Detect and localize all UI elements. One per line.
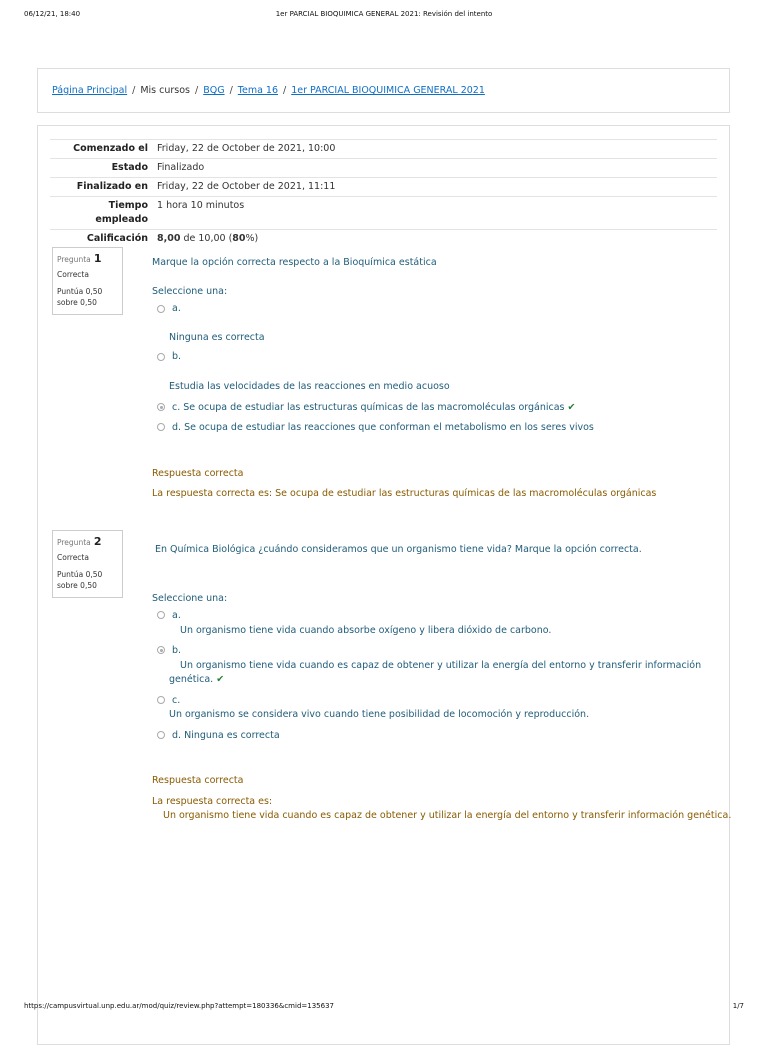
q1-option-d-text: Se ocupa de estudiar las reacciones que conforman el metabolismo en los seres vivos [184, 422, 594, 433]
breadcrumb-separator: / [195, 85, 199, 96]
grade-end: %) [245, 233, 259, 244]
summary-label: Calificación [86, 233, 148, 244]
q1-option-c-text: Se ocupa de estudiar las estructuras químicas de las macromoléculas orgánicas [183, 402, 565, 413]
summary-value [153, 230, 717, 249]
q2-option-c-text: Un organismo se considera vivo cuando tiene posibilidad de locomoción y reproducción. [169, 709, 590, 720]
breadcrumb-separator: / [229, 85, 233, 96]
question-1-prompt: Seleccione una: [152, 286, 228, 297]
question-grade [57, 569, 118, 591]
summary-row-finished [50, 178, 717, 197]
summary-value: 1 hora 10 minutos [157, 200, 245, 211]
print-header [0, 10, 768, 22]
q2-option-b-text-line1: Un organismo tiene vida cuando es capaz de obtener y utilizar la energía del entorno y transferir información [180, 660, 702, 671]
grade-score: 8,00 [157, 233, 181, 244]
q1-option-b-text: Estudia las velocidades de las reacciones en medio acuoso [169, 381, 450, 392]
print-url: https://campusvirtual.unp.edu.ar/mod/quiz/review.php?attempt=180336&cmid=135637 [24, 1002, 334, 1010]
breadcrumb-topic-link[interactable]: Tema 16 [237, 85, 278, 96]
question-label: Pregunta [57, 538, 91, 547]
q1-option-b-radio[interactable] [157, 353, 165, 361]
q1-option-a-text: Ninguna es correcta [169, 332, 265, 343]
q1-option-c-letter: c. [172, 402, 181, 413]
summary-label [50, 197, 153, 230]
summary-row-state [50, 159, 717, 178]
grade-line: sobre 0,50 [57, 581, 97, 590]
summary-label-line: empleado [95, 214, 148, 225]
question-2-info [52, 530, 123, 598]
print-page-number: 1/7 [732, 1002, 744, 1010]
question-2-prompt: Seleccione una: [152, 593, 228, 604]
q2-option-a-text: Un organismo tiene vida cuando absorbe oxígeno y libera dióxido de carbono. [180, 625, 552, 636]
q1-option-b-letter: b. [172, 351, 182, 362]
summary-label-line: Tiempo [108, 200, 148, 211]
summary-row-started [50, 140, 717, 159]
q1-option-c [172, 402, 576, 413]
q2-option-b-letter: b. [172, 645, 182, 656]
q1-option-c-radio[interactable] [157, 403, 165, 411]
attempt-summary-table [50, 139, 717, 248]
summary-label: Comenzado el [73, 143, 148, 154]
print-title: 1er PARCIAL BIOQUIMICA GENERAL 2021: Revisión del intento [275, 10, 493, 18]
q1-option-d-radio[interactable] [157, 423, 165, 431]
q2-right-answer-label: La respuesta correcta es: [152, 796, 273, 807]
q2-option-d-letter: d. [172, 730, 182, 741]
breadcrumb-home-link[interactable]: Página Principal [52, 85, 128, 96]
q1-option-a-radio[interactable] [157, 305, 165, 313]
breadcrumb-separator: / [132, 85, 136, 96]
question-1-info [52, 247, 123, 315]
q2-option-a-letter: a. [172, 610, 181, 621]
breadcrumb-quiz-link[interactable]: 1er PARCIAL BIOQUIMICA GENERAL 2021 [291, 85, 485, 96]
grade-percent: 80 [232, 233, 246, 244]
breadcrumb-my-courses: Mis cursos [140, 85, 191, 96]
breadcrumb-separator: / [283, 85, 287, 96]
breadcrumb-container [37, 68, 730, 113]
summary-label: Finalizado en [76, 181, 148, 192]
breadcrumb-course-link[interactable]: BQG [203, 85, 225, 96]
grade-line: sobre 0,50 [57, 298, 97, 307]
q2-option-d-radio[interactable] [157, 731, 165, 739]
question-state: Correcta [57, 553, 89, 562]
q1-option-d [172, 422, 594, 433]
summary-row-grade [50, 230, 717, 249]
q2-option-d [172, 730, 280, 741]
q2-option-c-letter: c. [172, 695, 181, 706]
question-grade [57, 286, 118, 308]
summary-row-time [50, 197, 717, 230]
q1-option-a-letter: a. [172, 303, 181, 314]
q2-option-c-radio[interactable] [157, 696, 165, 704]
q1-feedback: Respuesta correcta [152, 468, 244, 479]
q2-feedback: Respuesta correcta [152, 775, 244, 786]
question-1-text: Marque la opción correcta respecto a la Bioquímica estática [152, 257, 437, 268]
grade-line: Puntúa 0,50 [57, 570, 103, 579]
q2-option-b-line2 [169, 674, 224, 685]
question-state: Correcta [57, 270, 89, 279]
grade-middle: de 10,00 ( [180, 233, 233, 244]
q1-right-answer: La respuesta correcta es: Se ocupa de estudiar las estructuras químicas de las macromoléculas orgánicas [152, 488, 657, 499]
summary-value: Friday, 22 de October de 2021, 11:11 [157, 181, 336, 192]
q2-option-a-radio[interactable] [157, 611, 165, 619]
question-number: 2 [93, 535, 102, 548]
correct-check-icon: ✔ [216, 674, 225, 685]
grade-line: Puntúa 0,50 [57, 287, 103, 296]
breadcrumb [52, 85, 485, 96]
summary-value: Finalizado [157, 162, 205, 173]
q2-right-answer: Un organismo tiene vida cuando es capaz de obtener y utilizar la energía del entorno y transferir información genética. [163, 810, 732, 821]
print-date: 06/12/21, 18:40 [24, 10, 81, 18]
summary-label: Estado [111, 162, 148, 173]
q2-option-b-radio[interactable] [157, 646, 165, 654]
q2-option-d-text: Ninguna es correcta [184, 730, 280, 741]
correct-check-icon: ✔ [567, 402, 576, 413]
question-number: 1 [93, 252, 102, 265]
q2-option-b-text-line2: genética. [169, 674, 214, 685]
summary-value: Friday, 22 de October de 2021, 10:00 [157, 143, 336, 154]
q1-option-d-letter: d. [172, 422, 182, 433]
question-label: Pregunta [57, 255, 91, 264]
question-2-text: En Química Biológica ¿cuándo consideramos que un organismo tiene vida? Marque la opción correcta. [155, 544, 642, 555]
